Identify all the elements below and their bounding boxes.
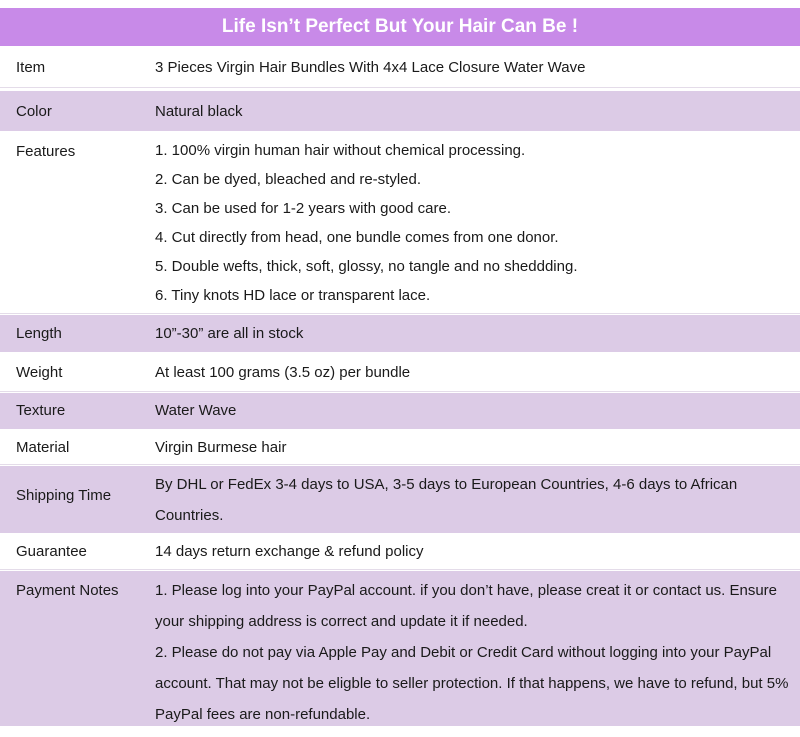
list-item: 3. Can be used for 1-2 years with good care.: [155, 200, 452, 217]
table-row-weight: [0, 353, 800, 392]
row-label: Length: [16, 325, 62, 342]
row-label: Item: [16, 59, 46, 76]
table-header: [0, 8, 800, 46]
row-label: Features: [16, 143, 76, 160]
row-value: By DHL or FedEx 3-4 days to USA, 3-5 days to European Countries, 4-6 days to African Countries.: [155, 476, 738, 524]
table-row-material: [0, 430, 800, 465]
list-item: 6. Tiny knots HD lace or transparent lace.: [155, 287, 431, 304]
table-row-shipping-time: [0, 466, 800, 533]
list-item: 4. Cut directly from head, one bundle comes from one donor.: [155, 229, 559, 246]
list-item: 5. Double wefts, thick, soft, glossy, no tangle and no sheddding.: [155, 258, 578, 275]
list-item: 1. 100% virgin human hair without chemical processing.: [155, 142, 526, 159]
row-label: Payment Notes: [16, 582, 119, 599]
row-value: Water Wave: [155, 402, 237, 419]
row-label: Guarantee: [16, 543, 87, 560]
features-list: [155, 136, 795, 310]
row-value: Virgin Burmese hair: [155, 439, 287, 456]
row-label: Material: [16, 439, 70, 456]
payment-notes-list: [155, 575, 795, 730]
table-row-features: [0, 133, 800, 314]
row-value: 10”-30” are all in stock: [155, 325, 304, 342]
row-label: Color: [16, 103, 52, 120]
row-value: 3 Pieces Virgin Hair Bundles With 4x4 Lace Closure Water Wave: [155, 59, 586, 76]
table-row-length: [0, 315, 800, 352]
row-label: Texture: [16, 402, 66, 419]
list-item: 1. Please log into your PayPal account. if you don’t have, please creat it or contact us. Ensure your shipping address is correct and update it if needed.: [155, 582, 778, 630]
table-row-payment-notes: [0, 571, 800, 726]
row-label: Shipping Time: [16, 487, 112, 504]
row-value: At least 100 grams (3.5 oz) per bundle: [155, 364, 411, 381]
table-row-guarantee: [0, 534, 800, 570]
table-row-texture: [0, 393, 800, 429]
table-row-item: [0, 48, 800, 88]
list-item: 2. Can be dyed, bleached and re-styled.: [155, 171, 422, 188]
row-value: Natural black: [155, 103, 243, 120]
list-item: 2. Please do not pay via Apple Pay and Debit or Credit Card without logging into your PayPal account. That may not be eligble to seller protection. If that happens, we have to refund, but 5% PayPal fees are non-refundable.: [155, 644, 789, 723]
row-value: 14 days return exchange & refund policy: [155, 543, 424, 560]
row-label: Weight: [16, 364, 63, 381]
header-title: Life Isn’t Perfect But Your Hair Can Be !: [221, 16, 579, 37]
table-row-color: [0, 91, 800, 131]
